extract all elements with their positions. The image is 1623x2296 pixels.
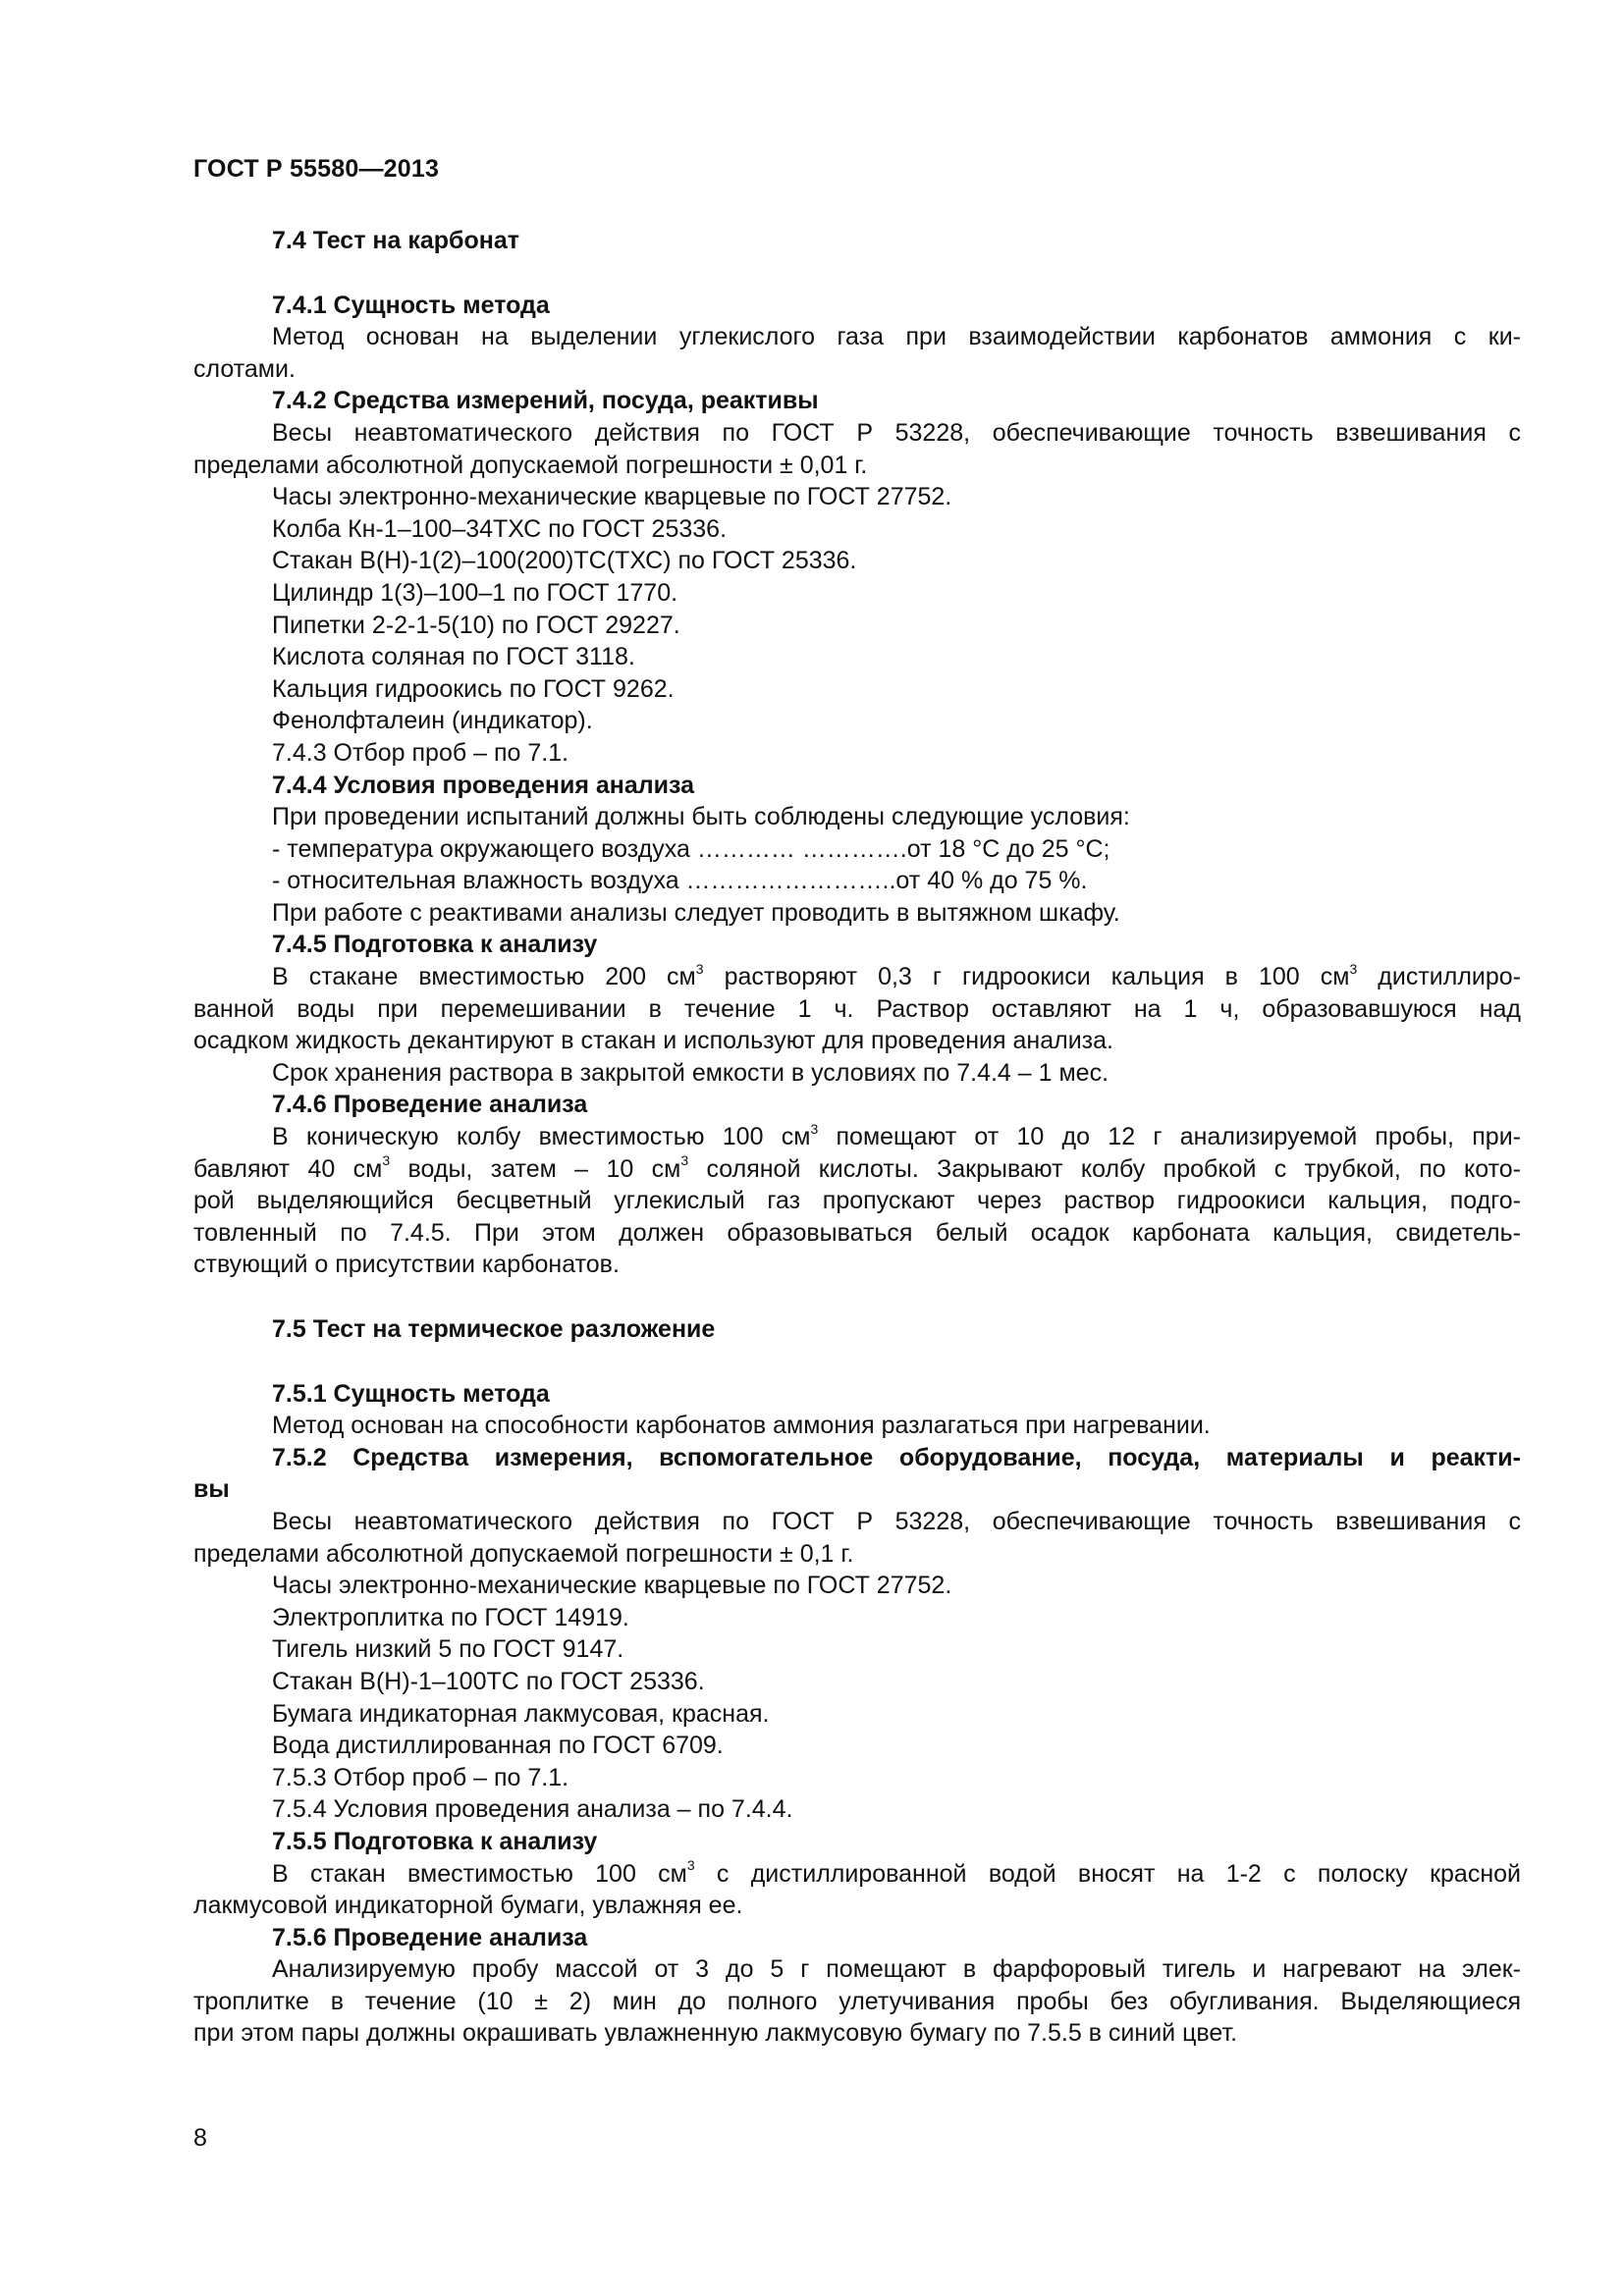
- subsection-7-4-5-title: 7.4.5 Подготовка к анализу: [272, 931, 598, 959]
- paragraph-line: В стакан вместимостью 100 $см^3$ с дистиллированной водой вносят на 1-2 с полоску красной: [272, 1857, 1522, 1888]
- list-item: Кислота соляная по ГОСТ 3118.: [272, 643, 635, 671]
- section-7-4-title: 7.4 Тест на карбонат: [272, 227, 519, 254]
- paragraph-line: Анализируемую пробу массой от 3 до 5 г помещают в фарфоровый тигель и нагревают на элек-: [272, 1955, 1521, 1984]
- paragraph-line: В стакане вместимостью 200 $см^3$ растворяют 0,3 г гидроокиси кальция в 100 $см^3$ дистиллиро-: [272, 960, 1522, 991]
- list-item: Часы электронно-механические кварцевые по ГОСТ 27752.: [272, 483, 952, 511]
- subsection-7-4-4-title: 7.4.4 Условия проведения анализа: [272, 771, 695, 799]
- subsection-7-5-6-title: 7.5.6 Проведение анализа: [272, 1923, 588, 1951]
- paragraph-line: В коническую колбу вместимостью 100 $см^3$ помещают от 10 до 12 г анализируемой пробы, при-: [272, 1120, 1521, 1151]
- condition-humidity: - относительная влажность воздуха ……………………..от 40 % до 75 %.: [272, 867, 1088, 895]
- document-body: [193, 192, 1521, 2050]
- paragraph-line: пределами абсолютной допускаемой погрешности ± 0,1 г.: [193, 1539, 854, 1568]
- page-number: 8: [193, 2124, 207, 2152]
- paragraph-line: товленный по 7.4.5. При этом должен образовываться белый осадок карбоната кальция, свидетель-: [193, 1218, 1521, 1247]
- subsection-7-5-3: 7.5.3 Отбор проб – по 7.1.: [272, 1763, 569, 1791]
- paragraph-line: Весы неавтоматического действия по ГОСТ Р 53228, обеспечивающие точность взвешивания с: [272, 1507, 1521, 1535]
- list-item: Бумага индикаторная лакмусовая, красная.: [272, 1699, 770, 1728]
- paragraph-line: ванной воды при перемешивании в течение 1 ч. Раствор оставляют на 1 ч, образовавшуюся над: [193, 994, 1521, 1023]
- list-item: Фенолфталеин (индикатор).: [272, 707, 593, 735]
- paragraph-line: Весы неавтоматического действия по ГОСТ Р 53228, обеспечивающие точность взвешивания с: [272, 418, 1521, 447]
- subsection-7-4-6-title: 7.4.6 Проведение анализа: [272, 1091, 588, 1119]
- paragraph-line: рой выделяющийся бесцветный углекислый газ пропускают через раствор гидроокиси кальция, подго-: [193, 1187, 1521, 1215]
- subsection-7-5-1-title: 7.5.1 Сущность метода: [272, 1379, 550, 1408]
- subsection-7-5-5-title: 7.5.5 Подготовка к анализу: [272, 1827, 598, 1855]
- paragraph-line: лакмусовой индикаторной бумаги, увлажняя ее.: [193, 1892, 743, 1920]
- paragraph-line: При проведении испытаний должны быть соблюдены следующие условия:: [272, 803, 1130, 831]
- paragraph-line: Метод основан на выделении углекислого газа при взаимодействии карбонатов аммония с ки-: [272, 323, 1521, 351]
- list-item: Колба Кн-1–100–34ТХС по ГОСТ 25336.: [272, 514, 728, 543]
- list-item: Пипетки 2-2-1-5(10) по ГОСТ 29227.: [272, 611, 680, 639]
- subsection-7-5-2-title: 7.5.2 Средства измерения, вспомогательное оборудование, посуда, материалы и реакти-: [272, 1443, 1521, 1471]
- paragraph-line: бавляют 40 $см^3$ воды, затем – 10 $см^3$ соляной кислоты. Закрывают колбу пробкой с трубкой, по кото-: [193, 1152, 1522, 1183]
- paragraph-line: При работе с реактивами анализы следует проводить в вытяжном шкафу.: [272, 898, 1120, 927]
- list-item: Электроплитка по ГОСТ 14919.: [272, 1603, 629, 1631]
- paragraph-line: Срок хранения раствора в закрытой емкости в условиях по 7.4.4 – 1 мес.: [272, 1058, 1109, 1087]
- subsection-7-4-3: 7.4.3 Отбор проб – по 7.1.: [272, 738, 569, 767]
- subsection-7-5-2-title-cont: вы: [193, 1475, 230, 1504]
- paragraph-line: осадком жидкость декантируют в стакан и используют для проведения анализа.: [193, 1027, 1113, 1055]
- list-item: Стакан В(Н)-1(2)–100(200)ТС(ТХС) по ГОСТ 25336.: [272, 547, 857, 575]
- list-item: Вода дистиллированная по ГОСТ 6709.: [272, 1732, 724, 1760]
- list-item: Кальция гидроокись по ГОСТ 9262.: [272, 674, 675, 703]
- list-item: Часы электронно-механические кварцевые по ГОСТ 27752.: [272, 1572, 952, 1600]
- paragraph-line: ствующий о присутствии карбонатов.: [193, 1251, 620, 1279]
- list-item: Стакан В(Н)-1–100ТС по ГОСТ 25336.: [272, 1667, 705, 1695]
- list-item: Цилиндр 1(3)–100–1 по ГОСТ 1770.: [272, 578, 678, 607]
- subsection-7-4-1-title: 7.4.1 Сущность метода: [272, 291, 550, 319]
- condition-temperature: - температура окружающего воздуха ………… ………….от 18 °С до 25 °С;: [272, 834, 1110, 863]
- paragraph-line: слотами.: [193, 354, 296, 383]
- section-7-5-title: 7.5 Тест на термическое разложение: [272, 1315, 716, 1343]
- subsection-7-4-2-title: 7.4.2 Средства измерений, посуда, реактивы: [272, 387, 819, 415]
- paragraph-line: троплитке в течение (10 ± 2) мин до полного улетучивания пробы без обугливания. Выделяющиеся: [193, 1987, 1521, 2015]
- paragraph-line: пределами абсолютной допускаемой погрешности ± 0,01 г.: [193, 451, 868, 479]
- paragraph-line: при этом пары должны окрашивать увлажненную лакмусовую бумагу по 7.5.5 в синий цвет.: [193, 2019, 1238, 2048]
- document-code: ГОСТ Р 55580—2013: [193, 155, 440, 183]
- paragraph-line: Метод основан на способности карбонатов аммония разлагаться при нагревании.: [272, 1412, 1211, 1440]
- list-item: Тигель низкий 5 по ГОСТ 9147.: [272, 1635, 624, 1664]
- subsection-7-5-4: 7.5.4 Условия проведения анализа – по 7.4.4.: [272, 1795, 793, 1824]
